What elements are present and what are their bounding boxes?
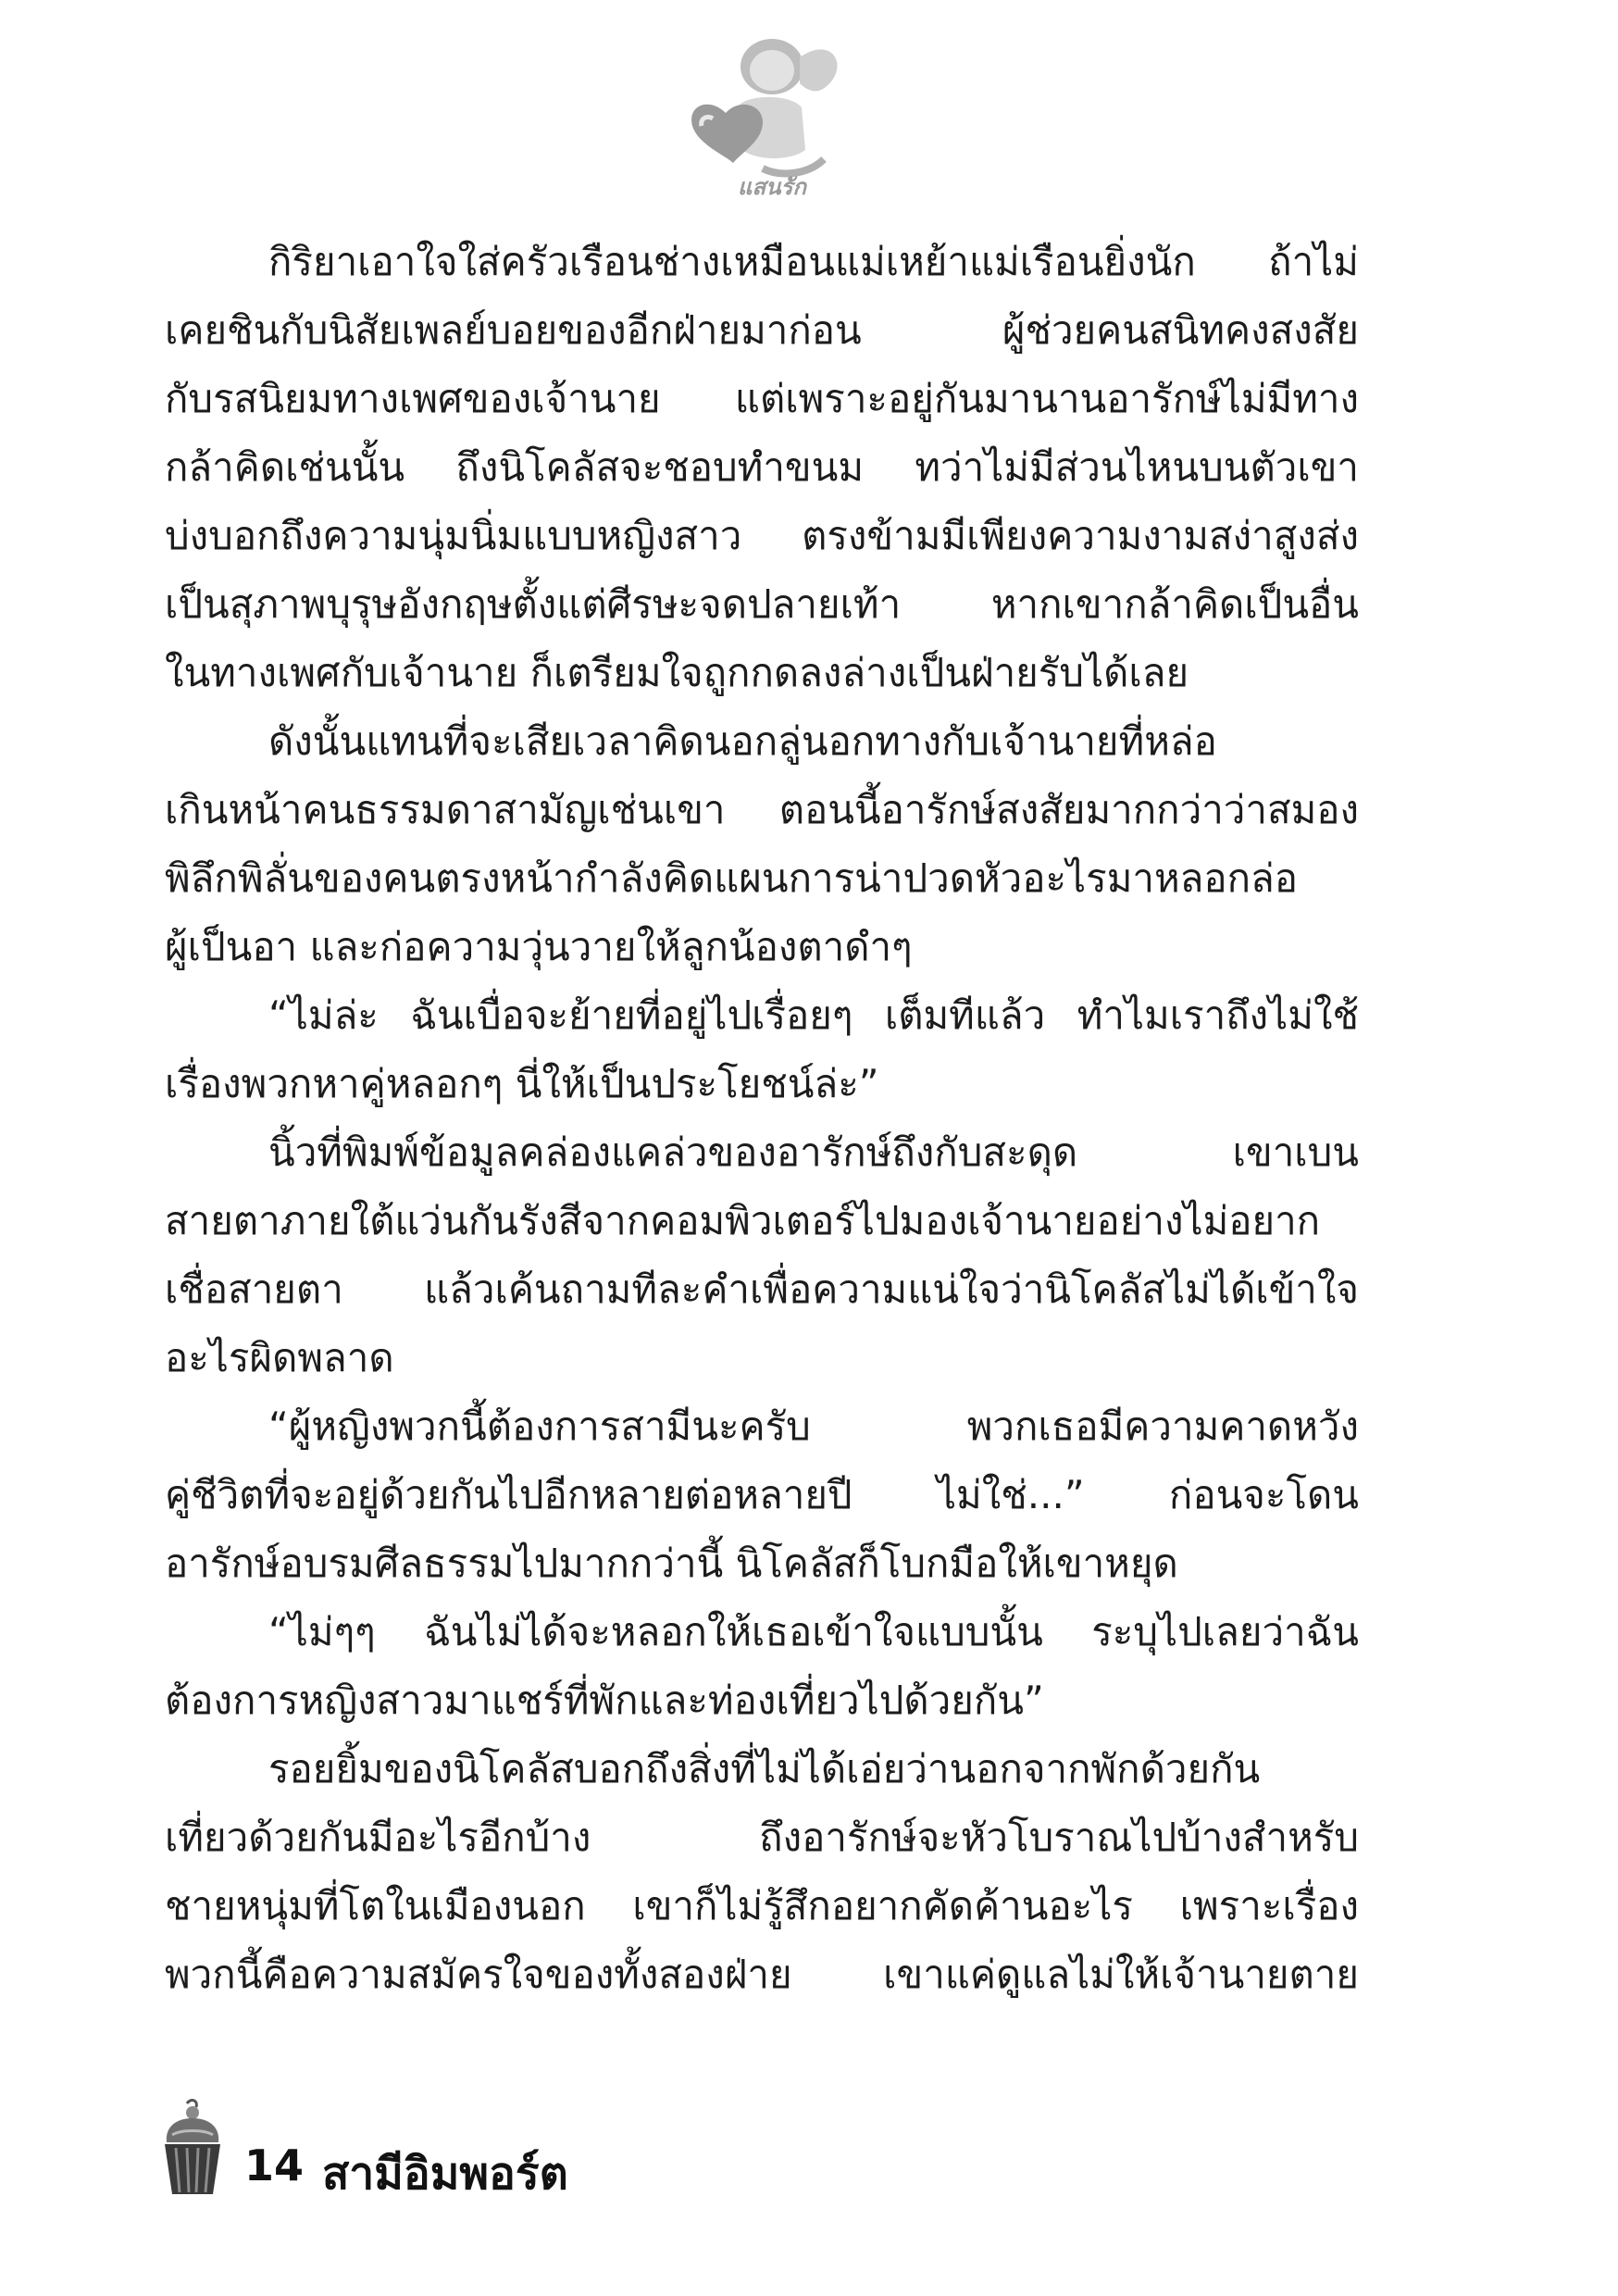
paragraph-line: นิ้วที่พิมพ์ข้อมูลคล่องแคล่วของอารักษ์ถึงกับสะดุด เขาเบน [268,1129,1359,1175]
paragraph-line: พิลึกพิลั่นของคนตรงหน้ากำลังคิดแผนการน่าปวดหัวอะไรมาหลอกล่อ [165,855,1299,901]
paragraph-line: ดังนั้นแทนที่จะเสียเวลาคิดนอกลู่นอกทางกับเจ้านายที่หล่อ [268,718,1217,764]
paragraph-line: อะไรผิดพลาด [165,1335,394,1380]
paragraph-line: บ่งบอกถึงความนุ่มนิ่มแบบหญิงสาว ตรงข้ามมีเพียงความงามสง่าสูงส่ง [165,513,1359,558]
cupcake-icon [159,2098,226,2200]
paragraph-line: เป็นสุภาพบุรุษอังกฤษตั้งแต่ศีรษะจดปลายเท้า หากเขากล้าคิดเป็นอื่น [165,581,1359,627]
cupid-with-heart-logo [661,30,865,206]
paragraph-line: กับรสนิยมทางเพศของเจ้านาย แต่เพราะอยู่กันมานานอารักษ์ไม่มีทาง [165,376,1359,421]
paragraph-line: ผู้เป็นอา และก่อความวุ่นวายให้ลูกน้องตาดำๆ [165,924,913,969]
paragraph-line: เกินหน้าคนธรรมดาสามัญเช่นเขา ตอนนี้อารักษ์สงสัยมากกว่าว่าสมอง [165,787,1359,832]
paragraph-line: คู่ชีวิตที่จะอยู่ด้วยกันไปอีกหลายต่อหลายปี ไม่ใช่...” ก่อนจะโดน [165,1472,1359,1517]
logo-text: แสนรัก [738,174,806,200]
body-text [165,228,1359,2009]
paragraph-line: เคยชินกับนิสัยเพลย์บอยของอีกฝ่ายมาก่อน ผู้ช่วยคนสนิทคงสงสัย [165,307,1359,353]
paragraph-line: เชื่อสายตา แล้วเค้นถามทีละคำเพื่อความแน่ใจว่านิโคลัสไม่ได้เข้าใจ [165,1267,1359,1312]
page-footer [159,2098,807,2209]
paragraph-line: รอยยิ้มของนิโคลัสบอกถึงสิ่งที่ไม่ได้เอ่ยว่านอกจากพักด้วยกัน [268,1746,1261,1791]
page-number: 14 [244,2140,305,2190]
paragraph-line: กิริยาเอาใจใส่ครัวเรือนช่างเหมือนแม่เหย้าแม่เรือนยิ่งนัก ถ้าไม่ [268,239,1359,284]
paragraph-line: กล้าคิดเช่นนั้น ถึงนิโคลัสจะชอบทำขนม ทว่าไม่มีส่วนไหนบนตัวเขา [165,444,1359,490]
paragraph-line: “ผู้หญิงพวกนี้ต้องการสามีนะครับ พวกเธอมีความคาดหวัง [268,1404,1359,1449]
paragraph-line: สายตาภายใต้แว่นกันรังสีจากคอมพิวเตอร์ไปมองเจ้านายอย่างไม่อยาก [165,1198,1321,1243]
paragraph-line: เที่ยวด้วยกันมีอะไรอีกบ้าง ถึงอารักษ์จะหัวโบราณไปบ้างสำหรับ [165,1815,1359,1860]
paragraph-line: อารักษ์อบรมศีลธรรมไปมากกว่านี้ นิโคลัสก็โบกมือให้เขาหยุด [165,1541,1178,1586]
paragraph-line: พวกนี้คือความสมัครใจของทั้งสองฝ่าย เขาแค่ดูแลไม่ให้เจ้านายตาย [165,1952,1359,1997]
paragraph-line: “ไม่ๆๆ ฉันไม่ได้จะหลอกให้เธอเข้าใจแบบนั้น ระบุไปเลยว่าฉัน [268,1609,1359,1654]
paragraph-line: “ไม่ล่ะ ฉันเบื่อจะย้ายที่อยู่ไปเรื่อยๆ เต็มทีแล้ว ทำไมเราถึงไม่ใช้ [268,992,1359,1038]
book-title: สามีอิมพอร์ต [322,2148,568,2200]
paragraph-line: ต้องการหญิงสาวมาแชร์ที่พักและท่องเที่ยวไปด้วยกัน” [165,1678,1044,1723]
paragraph-line: ในทางเพศกับเจ้านาย ก็เตรียมใจถูกกดลงล่างเป็นฝ่ายรับได้เลย [165,650,1189,695]
paragraph-line: ชายหนุ่มที่โตในเมืองนอก เขาก็ไม่รู้สึกอยากคัดค้านอะไร เพราะเรื่อง [165,1883,1359,1928]
paragraph-line: เรื่องพวกหาคู่หลอกๆ นี่ให้เป็นประโยชน์ล่ะ” [165,1061,879,1106]
